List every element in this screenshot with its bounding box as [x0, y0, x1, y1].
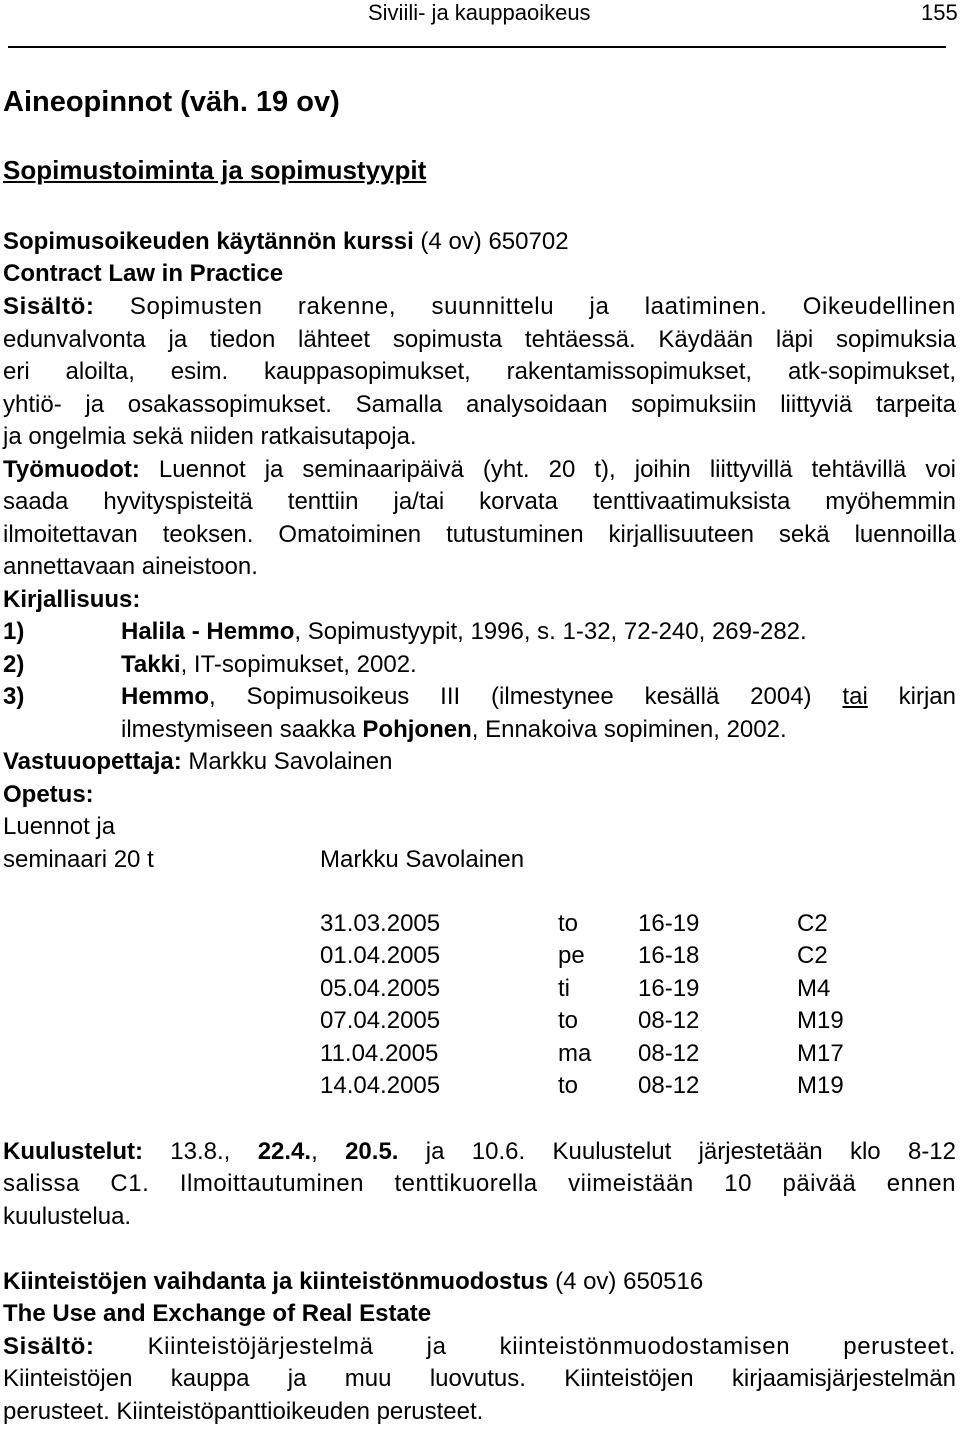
schedule-room: M19 [797, 1072, 844, 1099]
course1-english-title: Contract Law in Practice [3, 260, 284, 287]
schedule-day: to [558, 1007, 579, 1034]
course1-methods-line-2: saada hyvityspisteitä tenttiin ja/tai korvata tenttivaatimuksista myöhemmin [3, 488, 956, 515]
schedule-day: to [558, 1072, 579, 1099]
schedule-day: pe [558, 942, 585, 969]
literature-item-2-number: 2) [3, 651, 25, 678]
course1-methods-line-4: annettavaan aineistoon. [3, 553, 258, 580]
course1-teaching-teacher: Markku Savolainen [320, 846, 525, 873]
literature-item-2-author: Takki [121, 651, 181, 678]
literature-item-3-line-1: Hemmo, Sopimusoikeus III (ilmestynee kesällä 2004) tai kirjan [121, 683, 956, 710]
course1-content-line-3: eri aloilta, esim. kauppasopimukset, rakentamissopimukset, atk-sopimukset, [3, 358, 956, 385]
header-rule [8, 46, 946, 48]
course2-content-line-2: Kiinteistöjen kauppa ja muu luovutus. Kiinteistöjen kirjaamisjärjestelmän [3, 1365, 956, 1392]
course1-teaching-label: Opetus: [3, 781, 94, 808]
schedule-day: to [558, 910, 579, 937]
course2-title-name: Kiinteistöjen vaihdanta ja kiinteistönmuodostus [3, 1268, 549, 1295]
schedule-time: 16-18 [638, 942, 700, 969]
course1-exams-label: Kuulustelut: [3, 1138, 143, 1165]
literature-item-1-text: Halila - Hemmo, Sopimustyypit, 1996, s. 1-32, 72-240, 269-282. [121, 618, 807, 645]
schedule-time: 08-12 [638, 1007, 700, 1034]
course1-teaching-type-2: seminaari 20 t [3, 846, 154, 873]
schedule-room: M19 [797, 1007, 844, 1034]
schedule-date: 05.04.2005 [320, 975, 441, 1002]
course2-content-label: Sisältö: [3, 1333, 95, 1360]
course1-exams-line-2: salissa C1. Ilmoittautuminen tenttikuorella viimeistään 10 päivää ennen [3, 1170, 956, 1197]
course1-methods-line-1: Työmuodot: Luennot ja seminaaripäivä (yht. 20 t), joihin liittyvillä tehtävillä voi [3, 456, 956, 483]
schedule-date: 31.03.2005 [320, 910, 441, 937]
literature-item-2-text: Takki, IT-sopimukset, 2002. [121, 651, 417, 678]
schedule-date: 01.04.2005 [320, 942, 441, 969]
course1-exams-line-3: kuulustelua. [3, 1203, 132, 1230]
literature-item-3-author-2: Pohjonen [362, 716, 472, 743]
course1-title [3, 228, 569, 256]
literature-item-3-author: Hemmo [121, 683, 210, 710]
course1-methods-label: Työmuodot: [3, 456, 140, 483]
course1-content-line-1: Sisältö: Sopimusten rakenne, suunnittelu ja laatiminen. Oikeudellinen [3, 293, 956, 320]
running-title: Siviili- ja kauppaoikeus [368, 0, 591, 25]
literature-item-1 [3, 618, 24, 646]
literature-item-1-author: Halila - Hemmo [121, 618, 295, 645]
schedule-room: M17 [797, 1040, 844, 1067]
schedule-time: 16-19 [638, 975, 700, 1002]
course1-literature-label: Kirjallisuus: [3, 586, 141, 613]
schedule-room: C2 [797, 910, 828, 937]
section-title: Aineopinnot (väh. 19 ov) [3, 86, 340, 118]
schedule-day: ti [558, 975, 570, 1002]
literature-item-2 [3, 651, 24, 679]
course1-content-label: Sisältö: [3, 293, 95, 320]
literature-item-3-number: 3) [3, 683, 25, 710]
schedule-day: ma [558, 1040, 592, 1067]
schedule-time: 08-12 [638, 1072, 700, 1099]
course1-teacher-label: Vastuuopettaja: [3, 748, 182, 775]
page-number: 155 [921, 0, 958, 25]
course2-title-code: (4 ov) 650516 [548, 1268, 704, 1295]
course1-teacher-name: Markku Savolainen [181, 748, 393, 775]
literature-item-1-number: 1) [3, 618, 25, 645]
course1-exams-line-1: Kuulustelut: 13.8., 22.4., 20.5. ja 10.6. Kuulustelut järjestetään klo 8-12 [3, 1138, 956, 1165]
literature-item-3-line-2: ilmestymiseen saakka Pohjonen, Ennakoiva sopiminen, 2002. [121, 716, 787, 743]
schedule-room: C2 [797, 942, 828, 969]
literature-item-3 [3, 683, 24, 711]
schedule-time: 08-12 [638, 1040, 700, 1067]
schedule-date: 11.04.2005 [320, 1040, 439, 1067]
course1-content-line-2: edunvalvonta ja tiedon lähteet sopimusta tehtäessä. Käydään läpi sopimuksia [3, 326, 956, 353]
course1-methods-line-3: ilmoitettavan teoksen. Omatoiminen tutustuminen kirjallisuuteen sekä luennoilla [3, 521, 956, 548]
course1-title-code: (4 ov) 650702 [413, 228, 569, 255]
schedule-room: M4 [797, 975, 831, 1002]
course2-title [3, 1268, 703, 1296]
course1-content-line-5: ja ongelmia sekä niiden ratkaisutapoja. [3, 423, 417, 450]
schedule-date: 07.04.2005 [320, 1007, 441, 1034]
schedule-date: 14.04.2005 [320, 1072, 441, 1099]
course2-english-title: The Use and Exchange of Real Estate [3, 1300, 432, 1327]
schedule-time: 16-19 [638, 910, 700, 937]
course1-teaching-type-1: Luennot ja [3, 813, 116, 840]
subsection-title: Sopimustoiminta ja sopimustyypit [3, 155, 427, 185]
course2-content-line-1: Sisältö: Kiinteistöjärjestelmä ja kiinteistönmuodostamisen perusteet. [3, 1333, 956, 1360]
course2-content-line-3: perusteet. Kiinteistöpanttioikeuden perusteet. [3, 1398, 484, 1425]
literature-item-3-tai: tai [842, 683, 868, 710]
course1-content-line-4: yhtiö- ja osakassopimukset. Samalla analysoidaan sopimuksiin liittyviä tarpeita [3, 391, 956, 418]
course1-title-name: Sopimusoikeuden käytännön kurssi [3, 228, 414, 255]
course1-teacher [3, 748, 392, 776]
